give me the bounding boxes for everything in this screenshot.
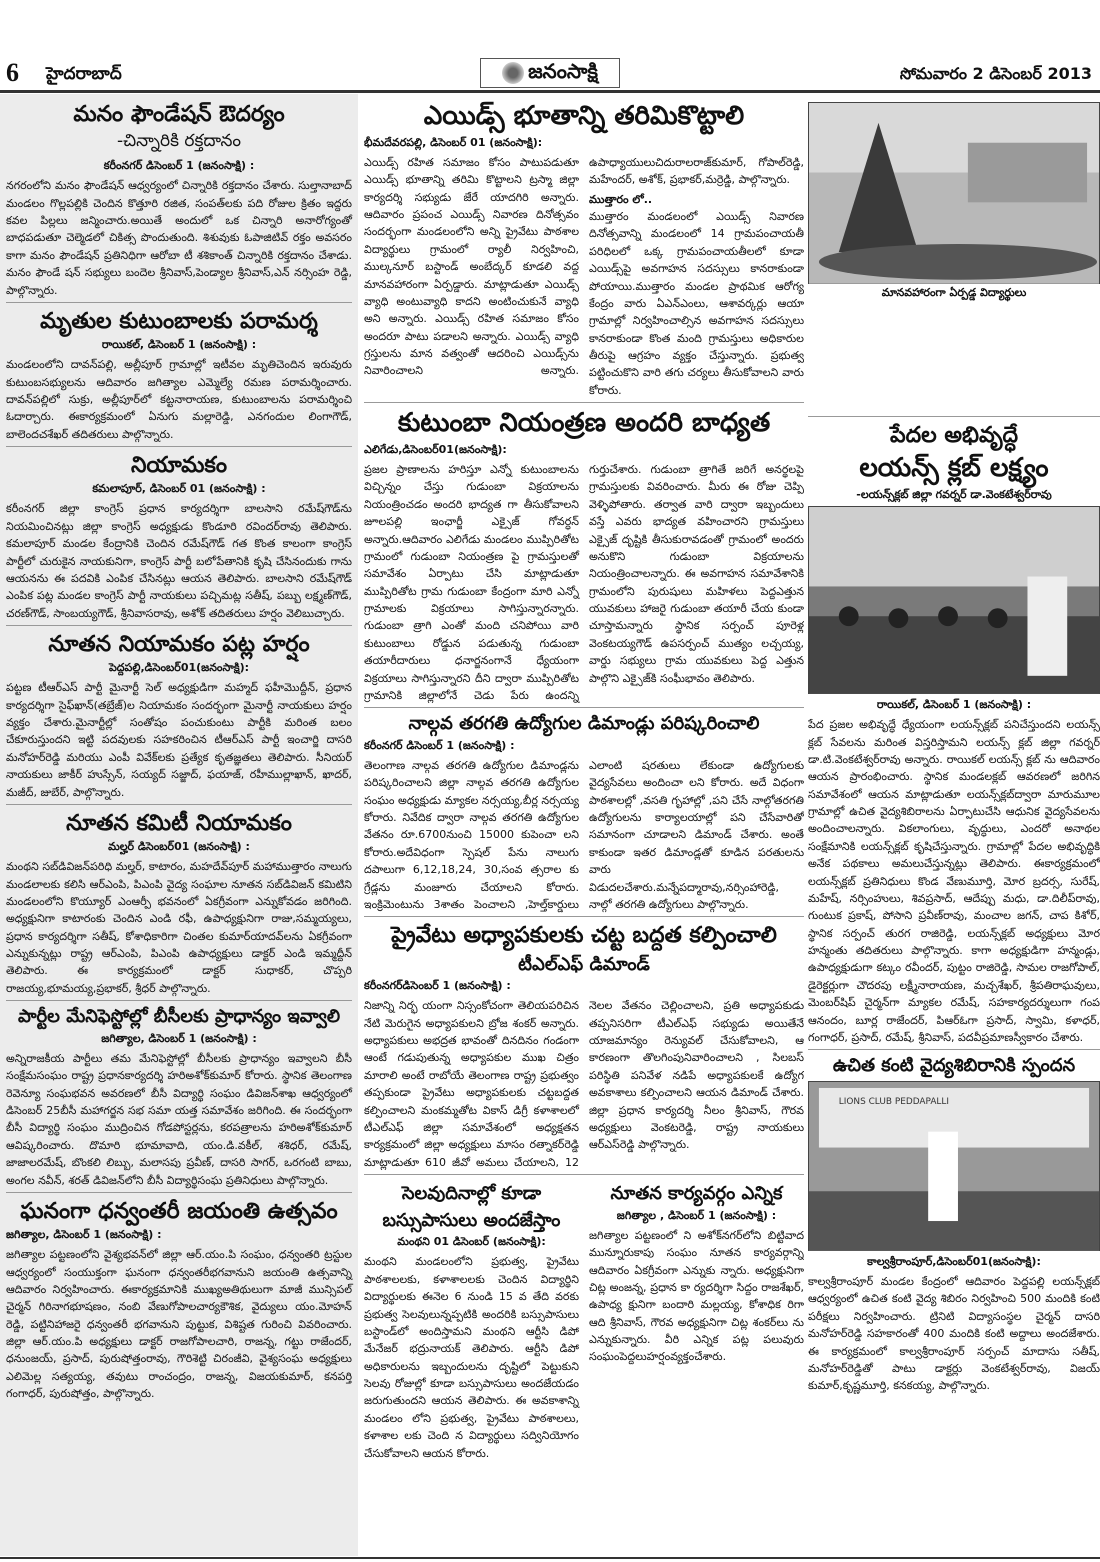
- article-dateline: కరీంనగర్‌డిసెంబర్ 1 (జనంసాక్షి) :: [364, 979, 511, 993]
- header-rule: [0, 90, 1100, 93]
- article-subtitle: -చిన్నారికి రక్తదానం: [116, 131, 242, 152]
- article-body-text: ఎయిడ్స్ రహిత సమాజం కోసం పాటుపడుతూ ఎయిడ్స్ భూతాన్ని తరిమి కొట్టాలని ట్రస్మా జిల్లా కార్యదర్శి సభ్యుడు జేరే యాదగిరి అన్నారు. ఆదివారం ప్రపంచ ఎయిడ్స్ నివారణ దినోత్సవం సందర్భంగా మండలంలోని అన్ని ప్రైవేటు పాఠశాల విద్యార్థులు గ్రామంలో ర్యాలీ నిర్వహించి, ముల్కనూర్ బస్టాండ్ అంబేద్కర్ కూడలి వద్ద మానవహారంగా ఏర్పడ్డారు. మాట్లాడుతూ ఎయిడ్స్ వ్యాధి అంటువ్యాధి కాదని అంటించుకునే వ్యాధి అని అన్నారు. ఎయిడ్స్ రహిత సమాజం కోసం అందరూ పాటు పడాలని అన్నారు. ఎయిడ్స్ వ్యాధి గ్రస్తులను మాన వత్వంతో ఆదరించి ఎయిడ్స్‌ను నివారించాలని అన్నారు. ఉపాధ్యాయులుచిదురాలరాజ్‌కుమార్, గోపాల్‌రెడ్డి, మహేందర్, అశోక్, ప్రభాకర్,మర్రెడ్డి, పాల్గొన్నారు.: [364, 155, 804, 378]
- article-title: ఎయిడ్స్ భూతాన్ని తరిమికొట్టాలి: [423, 101, 745, 131]
- photo-eye-camp: [808, 1081, 1100, 1251]
- article-body: ప్రజల ప్రాణాలను హరిస్తూ ఎన్నో కుటుంబాలను విచ్చిన్నం చేస్తు గుడుంబా విక్రయాలను నియంత్రించడం అందరి భాద్యత గా తీసుకోవాలని జూలపల్లి ఇంఛార్జీ ఎక్సైజ్ గోవర్ధన్ అన్నారు.ఆదివారం ఎలిగేడు మండలం ముప్పిరితోట గ్రామంలో గుడుంబా నియంత్రణ పై గ్రామస్తులతో సమావేశం ఏర్పాటు చేసి మాట్లాడుతూ ముప్పిరితోట గ్రామ గుడుంబా కేంద్రంగా మారి ఎన్నో గ్రామాలకు విక్రయాలు సాగిస్తున్నారన్నారు. గుడుంబా త్రాగి ఎంతో మంది చనిపోయి వారి కుటుంబాలు రోడ్డున పడుతున్న గుడుంబా తయారీదారులు ధనార్జనంగానే ధ్యేయంగా విక్రయాలు సాగిస్తున్నారని దీని ద్వారా ముప్పిరితోట గ్రామానికి జిల్లాలోనే చెడు పేరు ఉందన్ని గుర్తుచేశారు. గుడుంబా త్రాగితే జరిగే అనర్థలపై గ్రామస్తులకు వివరించారు. మీరు ఈ రోజు చెప్పి వెళ్ళిపోతారు. తర్వాత వారి ద్వారా ఇబ్బందులు వస్తే ఎవరు భాద్యత వహించారని గ్రామస్తులు ఎక్సైజ్ దృష్టికి తీసుకురావడంతో గ్రామంలో అందరు అనుకొని గుడుంబా విక్రయాలను నియంత్రించాలన్నారు. ఈ అవగాహన సమావేశానికి గ్రామంలోని పురుషులు మహిళలు పెద్దఎత్తున యువకులు హాజరై గుడుంబా తయారీ చేయ కుండా చూస్తామన్నారు స్థానిక సర్పంచ్ పూరెళ్ల వెంకటయ్యగౌడ్ ఉపసర్పంచ్ ముత్యం లచ్చయ్య, వార్డు సభ్యులు గ్రామ యువకులు పెద్ద ఎత్తున పాల్గొని ఎక్సైజ్‌కి సంఘీభావం తెలిపారు.: [364, 463, 804, 702]
- photo-image: [809, 1082, 1099, 1251]
- article-dateline: ఎలిగేడు,డిసెంబర్01(జనంసాక్షి):: [364, 443, 507, 457]
- article-title: నియామకం: [130, 453, 228, 479]
- article-dateline: జగిత్యాల, డిసెంబర్ 1 (జనంసాక్షి) :: [101, 1031, 257, 1045]
- photo-image: [809, 507, 1099, 694]
- article-dateline: మల్హర్ డిసెంబర్01 (జనంసాక్షి) :: [108, 840, 250, 854]
- article-title: మనం ఫౌండేషన్ ఔదర్యం: [73, 102, 285, 127]
- article-dateline: మంథని 01 డిసెంబర్ (జనంసాక్షి):: [397, 1235, 546, 1249]
- article-body: మండలంలోని దావన్‌పల్లి, అల్లీపూర్ గ్రామాల్లో ఇటీవల మృతిచెందిన ఇరువురు కుటుంబసభ్యులను ఆదివారం జగిత్యాల ఎమ్మెల్యే రమణ పరామర్శించారు. దావన్‌పల్లిలో సుక్రు, అల్లీపూర్‌లో కట్టనారాయణ, కుటుంబాలను పరామర్శించి ఓదార్చారు. ఈకార్యక్రమంలో ఏనుగు మల్లారెడ్డి, ఎనగందుల లింగాగౌడ్, బాలెందచశేఖర్ తదితరులు పాల్గొన్నారు.: [6, 358, 352, 441]
- article-dateline: కమలాపూర్, డిసెంబర్ 01 (జనంసాక్షి) :: [92, 482, 266, 496]
- article-body: పట్టణ టీఆర్ఎస్ పార్టీ మైనార్టీ సెల్ అధ్యక్షుడిగా మహ్మద్ ఫహీమొద్దీన్, ప్రధాన కార్యదర్శిగా సైఫ్‌ఖాన్(తబ్రేజ్)ల నియామకం సందర్భంగా మైనార్టీ నాయకులు హర్షం వ్యక్తం చేశారు.మైనార్టీల్లో సంతోషం పంచుకుంటు పార్టీకి మరింత బలం చేకూరుస్తుందని ఇట్టి పదవులకు సహకరించిన టీఆర్ఎస్ పార్టీ ఇంచార్జి దాసరి మనోహర్‌రెడ్డి మరియు ఎంపీ వివేక్‌లకు ప్రత్యేక కృతజ్ఞతలు తెలిపారు. సీనియర్ నాయకులు జాకీర్ హుస్సేన్, సయ్యద్ సజ్జాద్, ఫయాజ్, రహీముల్లాఖాన్, ఖాదర్, మజీద్, జుబేర్, పాల్గొన్నారు.: [6, 681, 352, 799]
- masthead: [0, 0, 1100, 90]
- article-body-text: ముత్తారం మండలంలో ఎయిడ్స్ నివారణ దినోత్సవాన్ని మండలంలో 14 గ్రామపంచాయతీ పరిధిలలో ఒక్క గ్రామపంచాయతీలలో కూడా ఎయిడ్స్‌పై అవగాహన సదస్సులు కానరాకుండా పోయాయి.ముత్తారం మండల ప్రాథమిక ఆరోగ్య కేంద్రం వారు ఏఎన్ఎంలు, ఆశావర్కర్లు ఆయా గ్రామాల్లో నిర్వహించాల్సిన అవగాహన సదస్సులు కానరాకుండా కొంత మంది గ్రామస్తులు అధికారుల తీరుపై ఆగ్రహం వ్యక్తం చేస్తున్నారు. ప్రభుత్వ పట్టించుకొని వారి తగు చర్యలు తీసుకోవాలని వారు కోరారు.: [589, 210, 804, 397]
- photo-lions-club-meeting: [808, 506, 1100, 694]
- article-body: జగిత్యాల పట్టణంలోని వైశ్యభవన్‌లో జిల్లా ఆర్.యం.పి సంఘం, ధన్వంతరి ట్రస్టుల ఆధ్వర్యంలో సంయుక్తంగా ఘనంగా ధన్వంతరీభగవానుని జయంతి ఉత్సవాన్ని ఆదివారం నిర్వహించారు. ఈకార్యక్రమానికి ముఖ్యఅతిథులుగా మాజీ మున్సిపల్ చైర్మన్ గిరినాగభూషణం, నంబి వేణుగోపాలచార్యకౌశిక, వైద్యులు యం.మోహన్ రెడ్డి, పట్టినిహాజరై ధన్వంతరీ భగవానుని పుట్టుక, విశిష్టత గురించి వివరించారు. జిల్లా ఆర్.యం.పి అధ్యక్షులు డాక్టర్ రాజగోపాలచారి, రాజన్న, గట్టు రాజేందర్, ధనుంజయ్, ప్రసాద్, పురుషోత్తంరావు, గౌరిశెట్టి చిరంజీవి, వైశ్యసంఘ అధ్యక్షులు ఎలిమెల్ల సత్యయ్య, తవుటు రాంచంద్రం, రాజన్న, విజయకుమార్, కనపర్తి గంగాధర్, పురుషోత్తం, పాల్గొన్నారు.: [6, 1248, 352, 1401]
- middle-column: [364, 94, 804, 1556]
- article-subtitle: -లయన్స్‌క్లబ్ జిల్లా గవర్నర్ డా.వెంకటేశ్వర్‌రావు: [856, 488, 1052, 502]
- article-body: నగరంలోని మనం ఫౌండేషన్ ఆధ్వర్యంలో చిన్నారికి రక్తదానం చేశారు. సుల్తానాబాద్ మండలం గొల్లపల్లికి చెందిన కొత్తూరి రజిత, సంపత్‌లకు పది రోజుల క్రితం ఇద్దరు కవల పిల్లలు జన్మించారు.అయితే అందులో ఒక చిన్నారి అనారోగ్యంతో బాధపడుతూ చెల్మెడలో చికిత్స పొందుతుంది. శిశువుకు ఓపాజిటివ్ రక్తం అవసరం కాగా మనం ఫౌండేషన్ ప్రతినిధిగా ఆరోబా టీ శశికాంత్ చిన్నారికి రక్తదానం చేశాడు. మనం ఫౌండే షన్ సభ్యులు బందెల శ్రీనివాస్,పెండ్యాల శ్రీనివాస్,ఎన్ నర్సింహ రెడ్డి, పాల్గొన్నారు.: [6, 179, 352, 297]
- article-title: ఉచిత కంటి వైద్యశిబిరానికి స్పందన: [832, 1055, 1076, 1077]
- divider: [6, 1000, 352, 1001]
- article-title-line: లయన్స్ క్లబ్ లక్ష్యం: [859, 453, 1049, 484]
- article-dateline: జగిత్యాల , డిసెంబర్ 1 (జనంసాక్షి) :: [616, 1208, 777, 1222]
- article-dateline: రాయికల్, డిసెంబర్ 1 (జనంసాక్షి) :: [101, 338, 257, 352]
- article-body: కాల్వశ్రీరాంపూర్ మండల కేంద్రంలో ఆదివారం పెద్దపల్లి లయన్స్‌క్లబ్ ఆధ్వర్యంలో ఉచిత కంటి వైద్య శిబిరం నిర్వహించి 500 మందికి కంటి పరీక్షలు నిర్వహించారు. ట్రినిటి విద్యాసంస్థల చైర్మన్ దాసరి మనోహర్‌రెడ్డి సహకారంతో 400 మందికి కంటి అద్దాలు అందజేశారు. ఈ కార్యక్రమంలో కాల్వశ్రీరాంపూర్ సర్పంచ్ మాదాసు సతీష్, మనోహర్‌రెడ్డితో పాటు డాక్టర్లు వెంకటేశ్వర్‌రావు, విజయ్ కుమార్,కృష్ణమూర్తి, కనకయ్య, పాల్గొన్నారు.: [808, 1275, 1100, 1393]
- bottom-articles-row: [364, 1178, 804, 1462]
- article-title: ప్రైవేటు అధ్యాపకులకు చట్ట బద్దత కల్పించాలి: [391, 923, 777, 949]
- article-dateline: కరీంనగర్ డిసెంబర్ 1 (జనంసాక్షి) :: [364, 738, 515, 752]
- article-dateline: కరీంనగర్ డిసెంబర్ 1 (జనంసాక్షి) :: [103, 159, 255, 173]
- article-bus-pass: [364, 1178, 579, 1462]
- section-city: హైదరాబాద్: [46, 64, 122, 84]
- divider: [6, 804, 352, 805]
- article-body: కరీంనగర్ జిల్లా కాంగ్రెస్ ప్రధాన కార్యదర్శిగా బాలసాని రమేష్‌గౌడ్‌ను నియమించినట్లు జిల్లా కాంగ్రెస్ అధ్యక్షుడు కొండూరి రవిందర్‌రావు తెలిపారు. కమలాపూర్ మండల కేంద్రానికి చెందిన రమేష్‌గౌడ్ గత కొంత కాలంగా కాంగ్రెస్ పార్టీలో చురుకైన నాయకునిగా, కాంగ్రెస్ పార్టీ బలోపేతానికి కృషి చేసినందుకు గాను ఆయనను ఈ పదవికి ఎంపిక చేసినట్లు ఆయన తెలిపారు. బాలసాని రమేష్‌గౌడ్ ఎంపిక పట్ల మండల కాంగ్రెస్ పార్టీ నాయకులు పచ్చిమట్ల సతీష్, పబ్బు లక్ష్మణ్‌గౌడ్, చరణ్‌గౌడ్, సాంబయ్యగౌడ్, శ్రీనివాసరావు, అశోక్ తదితరులు హర్షం వెలిబుచ్చారు.: [6, 502, 352, 620]
- photo-caption: మానవహారంగా ఏర్పడ్డ విద్యార్థులు: [808, 284, 1100, 304]
- banner-text: LIONS CLUB PEDDAPALLI: [838, 1096, 950, 1107]
- article-title: కుటుంబా నియంత్రణ అందరి బాధ్యత: [397, 408, 771, 439]
- article-title-line: సెలవుదినాల్లో కూడా: [401, 1183, 542, 1205]
- article-title: నూతన కార్యవర్గం ఎన్నిక: [610, 1183, 783, 1205]
- divider: [808, 416, 1100, 417]
- divider: [6, 625, 352, 626]
- newspaper-logo: [480, 58, 620, 88]
- article-dateline: పెద్దపల్లి,డిసెంబర్01(జనంసాక్షి):: [108, 661, 250, 675]
- divider: [6, 1192, 352, 1193]
- article-title: నాల్గవ తరగతి ఉద్యోగుల డిమాండ్లు పరిష్కరించాలి: [408, 713, 760, 735]
- article-title: పార్టీల మేనిఫెస్టోల్లో బీసీలకు ప్రాధాన్యం ఇవ్వాలి: [17, 1006, 341, 1028]
- article-title: ఘనంగా ధన్వంతరీ జయంతి ఉత్సవం: [20, 1198, 338, 1224]
- article-title: నూతన కమిటీ నియామకం: [66, 810, 292, 836]
- article-subtitle: టీఎల్ఎఫ్ డిమాండ్: [518, 953, 650, 975]
- footer-rule: [0, 1557, 1100, 1559]
- photo-human-chain: [808, 102, 1100, 284]
- article-title: మృతుల కుటుంబాలకు పరామర్శ: [40, 308, 318, 334]
- divider: [6, 302, 352, 303]
- article-title-line: పేదల అభివృద్ధే: [890, 423, 1018, 448]
- article-body: నిజాన్ని నిర్భ యంగా నిస్సంకోచంగా తెలియపరిచిన నేటి మెరుగైన అధ్యాపకులని బ్రోజ శంకర్ అన్నారు. అధ్యాపకులు అభద్రత భావంతో దినదినం గండంగా ఆంటే గడుపుతున్న అధ్యాపకుల ముఖ చిత్రం మారాలి అంటే రాబోయే తెలంగాణ రాష్ట్ర ప్రభుత్వం తప్పకుండా ప్రైవేటు అధ్యాపకులకు చట్టబద్దత కల్పించాలని మంకమ్మతోట వికాస్ డిగ్రీ కళాశాలలో టీఎల్ఎఫ్ జిల్లా సమావేశంలో అధ్యక్షతన కార్యక్రమంలో జిల్లా అధ్యక్షులు మాసం రత్నాకర్‌రెడ్డి మాట్లాడుతూ 610 జీవో అమలు చేయాలని, 12 నెలల వేతనం చెల్లించాలని, ప్రతి అధ్యాపకుడు తప్పనిసరిగా టీఎల్ఎఫ్ సభ్యుడు అయితేనే యాజమాన్యం రెన్యువల్ చేసుకోవాలని, ఆ కారణంగా తొలగింపునివారించాలని , సిలబస్ పరిస్థితి పనివేళ నడిపే అధ్యాపకులకే ఉద్యోగ అవకాశాలు కల్పించాలని ఆయన డిమాండ్ చేశారు. జిల్లా ప్రధాన కార్యదర్శి నీలం శ్రీనివాస్, గౌరవ అధ్యక్షులు వెంకటరెడ్డి, రాష్ట్ర నాయకులు ఆర్ఎస్‌రెడ్డి పాల్గొన్నారు.: [364, 999, 804, 1169]
- article-title-line: బస్సుపాసులు అందజేస్తాం: [382, 1209, 561, 1231]
- divider: [364, 402, 804, 403]
- divider: [364, 707, 804, 708]
- article-body: పేద ప్రజల అభివృద్ధే ధ్యేయంగా లయన్స్‌క్లబ్ పనిచేస్తుందని లయన్స్ క్లబ్ సేవలను మరింత విస్తరిస్తామని లయన్స్ క్లబ్ జిల్లా గవర్నర్ డా.టి.వెంకటేశ్వర్‌రావు అన్నారు. రాయికల్ లయన్స్ క్లబ్ ను ఆదివారం ఆయన ప్రారంభించారు. స్థానిక మండలక్లబ్ ఆవరణలో జరిగిన సమావేశంలో ఆయన మాట్లాడుతూ లయన్స్‌క్లబ్‌ద్వారా మారుమూల గ్రామాల్లో ఉచిత వైద్యశిబిరాలను ఏర్పాటుచేసి ఆధునిక వైద్యసేవలను అందించాలన్నారు. వికలాంగులు, వృద్ధులు, ఎందరో అనాథల సంక్షేమానికి లయన్స్‌క్లబ్ కృషిచేస్తున్నారు. గ్రామాల్లో పేదల అభివృద్ధికి అనేక పథకాలు అమలుచేస్తున్నట్లు తెలిపారు. ఈకార్యక్రమంలో లయన్స్‌క్లబ్ ప్రతినిధులు కొండ వేణుమూర్తి, మోర బ్రదర్స, సురేష్, మహేష్, నర్సింహులు, శివప్రసాద్, ఆదేప్పు మధు, డా.దిలీప్‌రావు, గుంటుక ప్రకాష్, పోసాని ప్రవీణ్‌రావు, మంచాల జగన్, చాప కిశోర్, స్థానిక సర్పంచ్ తురగ రాజిరెడ్డి, లయన్స్‌క్లబ్ అధ్యక్షులు మోర హన్మంతు తదితరులు పాల్గొన్నారు. కాగా అధ్యక్షుడిగా హన్మండ్లు, ఉపాధ్యక్షుడుగా కట్కం రవీందర్, పుట్టం రాజిరెడ్డి, సామల రాజగోపాల్, డైరెక్టర్లుగా చౌదరపు లక్ష్మీనారాయణ, మచ్చశేఖర్, శ్రీపతిరాఘవులు, మెంబర్‌షిప్ చైర్మన్‌గా మ్యాకల రమేష్, సహకార్యదర్శులుగా గంప ఆనందం, బూర్ల రాజేందర్, పిఆర్‌ఓగా ప్రసాద్, స్వామి, కళాధర్, గంగాధర్, ప్రసాద్, రమేష్, శ్రీనివాస్, పదవీప్రమాణస్వీకారం చేశారు.: [808, 718, 1100, 1044]
- divider: [364, 1174, 804, 1175]
- page-number: 6: [6, 58, 19, 87]
- divider: [364, 916, 804, 917]
- article-title: నూతన నియామకం పట్ల హర్షం: [48, 632, 310, 658]
- issue-date: సోమవారం 2 డిసెంబర్ 2013: [899, 64, 1092, 83]
- divider: [6, 446, 352, 447]
- article-dateline: భీమదేవరపల్లి, డిసెంబర్ 01 (జనంసాక్షి):: [364, 135, 543, 149]
- article-body: తెలంగాణ నాల్గవ తరగతి ఉద్యోగుల డిమాండ్లను పరిష్కరించాలని జిల్లా నాల్గవ తరగతి ఉద్యోగుల సంఘం అధ్యక్షుడు మ్యాకల నర్సయ్య,బీర్ల నర్సయ్య కోరారు. నివేదిక ద్వారా నాల్గవ తరగతి ఉద్యోగుల వేతనం రూ.6700నుంచి 15000 కుపెంచా లని కోరారు.అదేవిధంగా స్పెషల్ పేను నాలుగు దపాలుగా 6,12,18,24, 30,సంవ త్సరాల కు గ్రేడ్లను మంజూరు చేయాలని కోరారు. ఇంక్రిమెంటును 3శాతం పెంచాలని ,హెల్త్‌కార్డులు ఎలాంటి షరతులు లేకుండా ఉద్యోగులకు వైద్యసేవలు అందించా లని కోరారు. అదే విధంగా పాఠశాలల్లో ,వసతి గృహాల్లో ,పని చేసే నాల్గోతరగతి ఉద్యోగులను కార్యాలయాల్లో పని చేసేవారితో సమానంగా చూడాలని డిమాండ్ చేశారు. అంతే కాకుండా ఇతర డిమాండ్లతో కూడిన పరతులను వారు విడుదలచేశారు.మన్నేపద్మారావు,నర్సింహారెడ్డి, నాల్గో తరగతి ఉద్యోగులు పాల్గొన్నారు.: [364, 758, 804, 911]
- left-column: [0, 94, 358, 1556]
- article-body: అన్నిరాజకీయ పార్టీలు తమ మేనిఫెస్టోల్లో బీసీలకు ప్రాధాన్యం ఇవ్వాలని బీసీ సంక్షేమసంఘం రాష్ట్ర ప్రధానకార్యదర్శి హరిఅశోక్‌కుమార్ కోరారు. స్థానిక తెలంగాణ రెవెన్యూ సంఘభవన అవరణలో బీసీ విద్యార్థి సంఘం డివిజన్‌శాఖ ఆధ్వర్యంలో డిసెంబర్ 25బీసీ మహాగర్జన సభ సమా యత్త సమావేశం జరిగింది. ఈ సందర్భంగా బీసీ విద్యార్థి సంఘం ముద్రించిన గోడపోస్టర్లను, కరపత్రాలను హరిఅశోక్‌కుమార్ ఆవిష్కరించారు. దొమారి భూమావాది, యం.డి.వకీల్, శశిధర్, రమేష్, జాజాలరమేష్, బొంకలి లిబ్బు, మలాసపు ప్రవీణ్, దాసరి సాగర్, ఒరగంటి బాబు, అంగల నవీన్, శరత్ డివిజన్‌లోని బీసీ విద్యార్థిసంఘ ప్రతినిధులు పాల్గొన్నారు.: [6, 1051, 352, 1187]
- article-body: మంథని మండలంలోని ప్రభుత్వ, ప్రైవేటు పాఠశాలలకు, కళాశాలలకు చెందిన విద్యార్థిని విద్యార్థులకు ఈనెల 6 నుండి 15 వ తేది వరకు ప్రభుత్వ సెలవులున్నప్పటికి అందరికి బస్సుపాసులు బస్టాండ్‌లో అందిస్తామని మంథని ఆర్టీసి డిపో మేనేజర్ భద్రునాయక్ తెలిపారు. ఆర్టీసి డిపో అధికారులను ఇబ్బందులను దృష్టిలో పెట్టుకుని సెలవు రోజుల్లో కూడా బస్సుపాసులు అందజేయడం జరుగుతుందని ఆయన తెలిపారు. ఈ అవకాశాన్ని మండలం లోని ప్రభుత్వ, ప్రైవేటు పాఠశాలలు, కళాశాల లకు చెంది న విద్యార్థులు సద్వినియోగం చేసుకోవాలని ఆయన కోరారు.: [364, 1255, 579, 1460]
- article-dateline: కాల్వశ్రీరాంపూర్,డిసెంబర్01(జనంసాక్షి):: [867, 1255, 1041, 1268]
- article-subhead: ముత్తారం లో..: [589, 192, 653, 206]
- logo-emblem-icon: [502, 62, 524, 84]
- article-dateline: జగిత్యాల, డిసెంబర్ 1 (జనంసాక్షి) :: [6, 1228, 162, 1242]
- logo-text: జనంసాక్షి: [528, 58, 598, 83]
- divider: [808, 1049, 1100, 1050]
- article-body: మంథని సబ్‌డివిజన్‌పరిధి మల్హర్, కాటారం, మహదేవ్‌పూర్ మహాముత్తారం నాలుగు మండలాలకు కలిసి ఆర్ఎంపి, పిఎంపి వైద్య సంఘాల నూతన సబ్‌డివిజన్ కమిటిని మండలంలోని కొయ్యూర్ ఎంఆర్పీ భవనంలో ఏకగ్రీవంగా ఎన్నుకోవడం జరిగింది. అధ్యక్షునిగా కాటారంకు చెందిన ఎండి రఫీ, ఉపాధ్యక్షునిగా రాజు,సమ్మయ్యలు, ప్రధాన కార్యదర్శిగా సతీష్, కోశాధికారిగా చింతల కుమార్‌యాదవ్‌లను ఏకగ్రీవంగా ఎన్నుకున్నట్లు రాష్ట్ర ఆర్ఎంపి, పిఎంపి ఉపాధ్యక్షులు డాక్టర్ ఎండి ఇమ్మద్దీన్ తెలిపారు. ఈ కార్యక్రమంలో డాక్టర్ సుధాకర్, చొప్పరి రాజయ్య,భూమయ్య,ప్రభాకర్, శ్రీధర్ పాల్గొన్నారు.: [6, 860, 352, 995]
- article-body: జగిత్యాల పట్టణంలో ని అశోక్‌నగర్‌లోని బిట్టివాద మున్నూరుకాపు సంఘం నూతన కార్యవర్గాన్ని ఆదివారం ఏకగ్రీవంగా ఎన్నుకు న్నారు. అధ్యక్షునిగా చిట్ల అంజన్న, ప్రధాన కా ర్యదర్శిగా సిద్దం రాజశేఖర్, ఉపాధ్య క్షునిగా బందారి మల్లయ్య, కోశాధిక రిగా ఆది శ్రీనివాస్, గౌరవ అధ్యక్షునిగా చిట్ల శంకర్‌లు ను ఎన్నుకున్నారు. వీరి ఎన్నిక పట్ల పలువురు సంఘంపెద్దలుహర్షంవ్యక్తంచేశారు.: [589, 1228, 804, 1364]
- article-new-committee: [589, 1178, 804, 1462]
- article-body: [364, 154, 804, 399]
- article-dateline: రాయికల్, డిసెంబర్ 1 (జనంసాక్షి) :: [876, 698, 1032, 712]
- right-column: [808, 94, 1100, 1556]
- photo-image: [809, 103, 1099, 284]
